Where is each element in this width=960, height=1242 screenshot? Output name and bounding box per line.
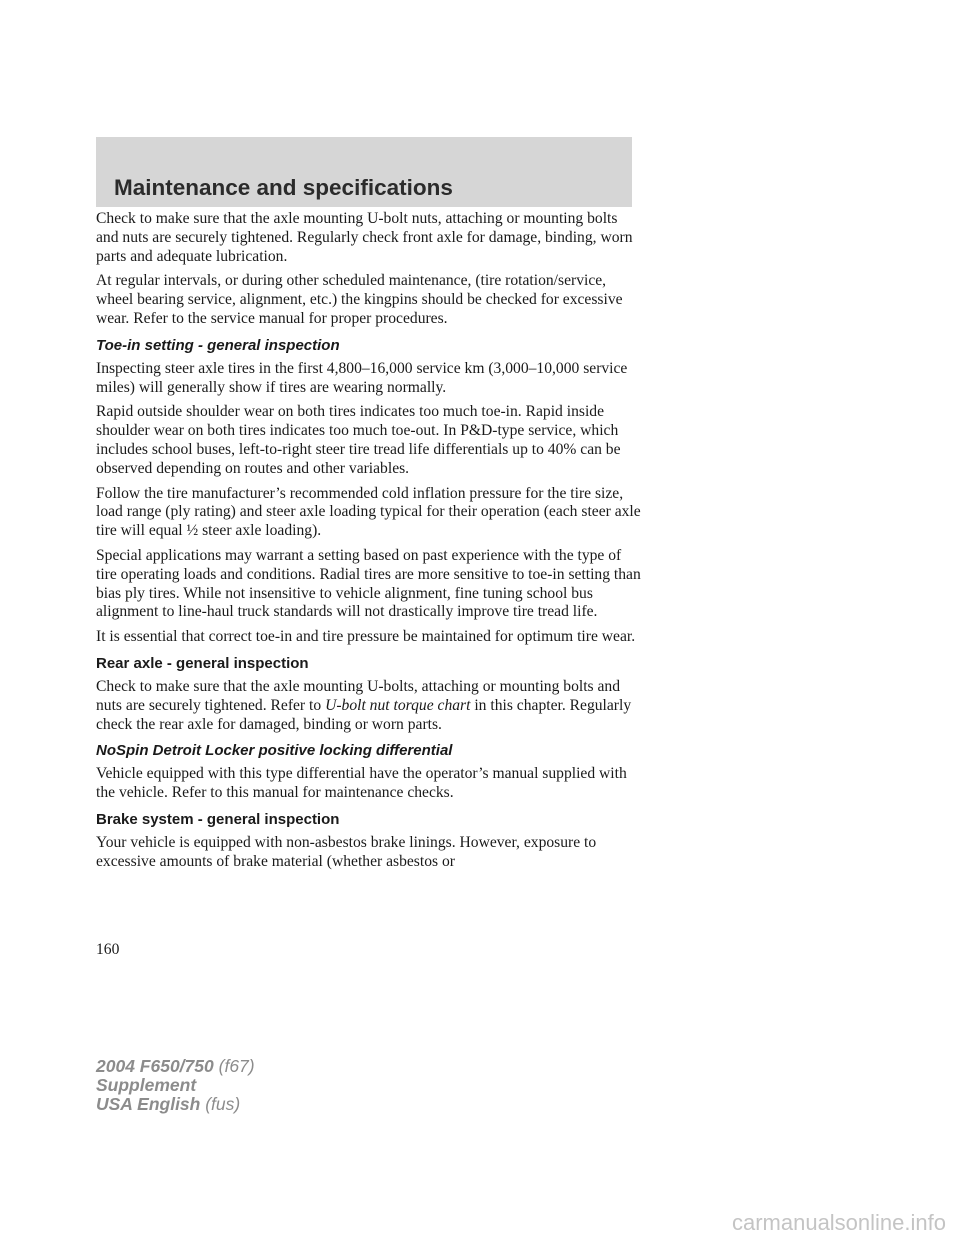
paragraph-brake-linings: Your vehicle is equipped with non-asbestos brake linings. However, exposure to excessive amounts of brake material (whether asbestos or xyxy=(96,833,597,870)
heading-brake-system: Brake system - general inspection xyxy=(96,810,340,828)
footer-supplement: Supplement xyxy=(96,1075,197,1095)
footer-model-line xyxy=(96,1057,255,1076)
section-header-band xyxy=(96,137,632,207)
paragraph-inflation-pressure: Follow the tire manufacturer’s recommended cold inflation pressure for the tire size, load range (ply rating) and steer axle loading typical for their operation (each steer axle tire will equal ½ steer axle loading). xyxy=(96,484,641,540)
paragraph-special-applications: Special applications may warrant a setting based on past experience with the type of tire operating loads and conditions. Radial tires are more sensitive to toe-in setting than bias ply tires. While not insensitive to vehicle alignment, fine tuning school bus alignment to line-haul truck standards will not drastically improve tire tread life. xyxy=(96,546,641,621)
footer-language: USA English xyxy=(96,1094,201,1114)
paragraph-nospin: Vehicle equipped with this type differential have the operator’s manual supplied with the vehicle. Refer to this manual for maintenance checks. xyxy=(96,765,627,802)
heading-nospin-differential: NoSpin Detroit Locker positive locking differential xyxy=(96,742,453,760)
heading-toe-in-setting: Toe-in setting - general inspection xyxy=(96,336,340,354)
paragraph-shoulder-wear: Rapid outside shoulder wear on both tires indicates too much toe-in. Rapid inside shoulder wear on both tires indicates too much toe-out. In P&D-type service, which includes school buses, left-to-right steer tire tread life differentials up to 40% can be observed depending on routes and other variables. xyxy=(96,403,621,477)
paragraph-kingpins: At regular intervals, or during other scheduled maintenance, (tire rotation/service, wheel bearing service, alignment, etc.) the kingpins should be checked for excessive wear. Refer to the service manual for proper procedures. xyxy=(96,272,623,327)
heading-rear-axle: Rear axle - general inspection xyxy=(96,654,309,672)
document-footer xyxy=(96,1057,255,1114)
page-content xyxy=(96,210,641,878)
page-number: 160 xyxy=(96,941,120,958)
u-bolt-torque-chart-reference: U-bolt nut torque chart xyxy=(325,696,471,714)
watermark: carmanualsonline.info xyxy=(731,1210,946,1235)
paragraph-front-axle-check: Check to make sure that the axle mounting U-bolt nuts, attaching or mounting bolts and nuts are securely tightened. Regularly check front axle for damage, binding, worn parts and adequate lubrication. xyxy=(96,210,633,265)
footer-model-code-value: (f67) xyxy=(218,1056,255,1076)
footer-language-line xyxy=(96,1095,255,1114)
paragraph-toe-in-essential: It is essential that correct toe-in and tire pressure be maintained for optimum tire wear. xyxy=(96,628,636,646)
footer-language-code: (fus) xyxy=(205,1094,241,1114)
paragraph-rear-axle-check xyxy=(96,678,641,734)
paragraph-steer-axle-tires: Inspecting steer axle tires in the first 4,800–16,000 service km (3,000–10,000 service miles) will generally show if tires are wearing normally. xyxy=(96,359,628,396)
rear-axle-text-start: Check to make sure that the axle mounting U-bolts, attaching or mounting bolts and nuts are securely tightened. Refer to xyxy=(96,677,621,714)
footer-model: 2004 F650/750 xyxy=(96,1056,214,1076)
section-title: Maintenance and specifications xyxy=(114,175,453,200)
rear-axle-text-end: in this chapter. Regularly check the rear axle for damaged, binding or worn parts. xyxy=(96,696,632,733)
